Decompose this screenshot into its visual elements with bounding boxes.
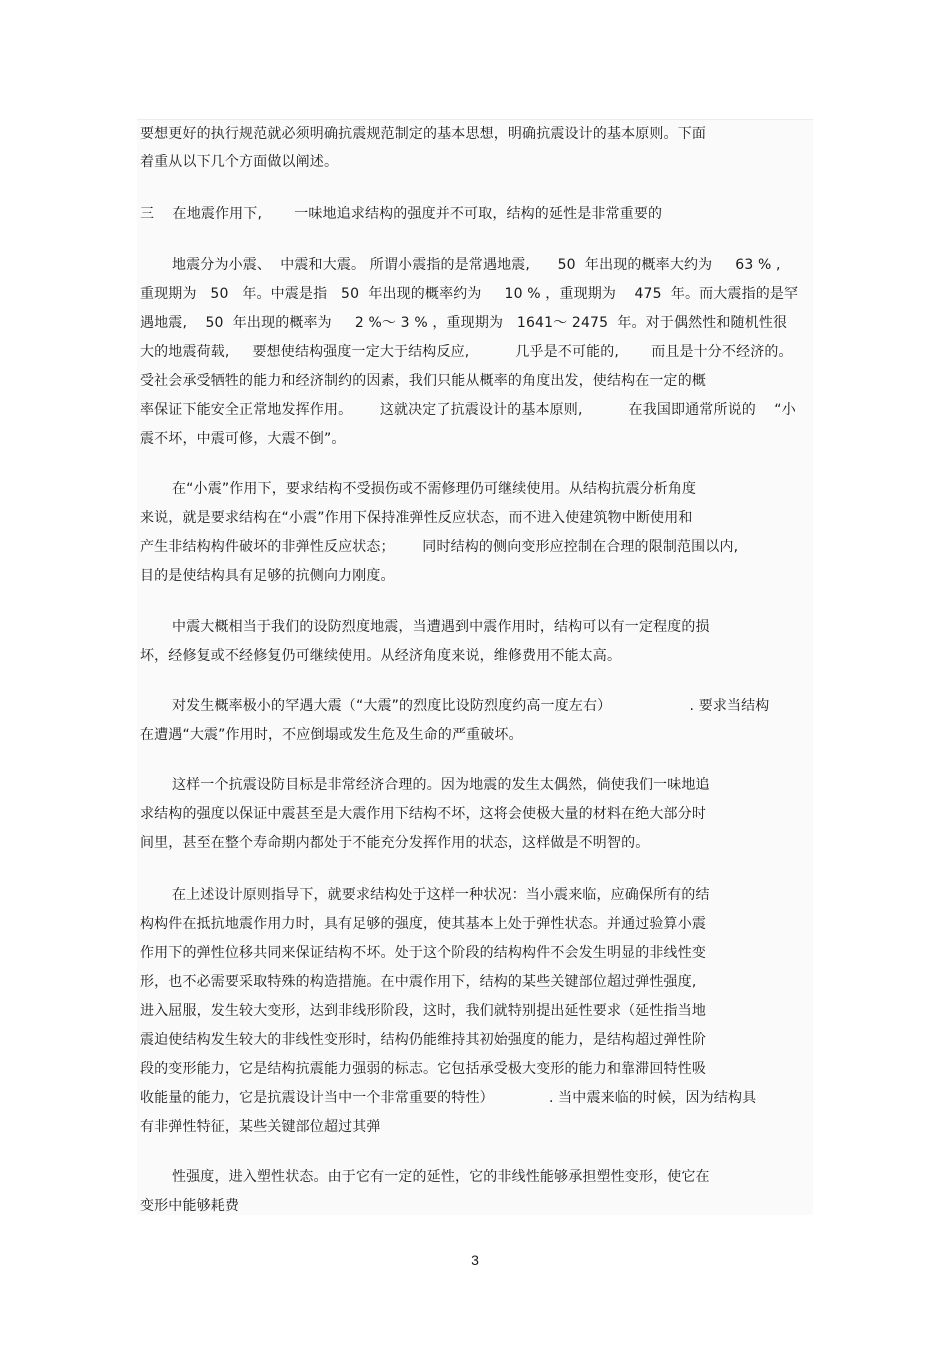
paragraph-line: 形，也不必需要采取特殊的构造措施。在中震作用下，结构的某些关键部位超过弹性强度,	[140, 974, 697, 990]
page-content-area	[137, 119, 813, 1215]
paragraph-line: 有非弹性特征，某些关键部位超过其弹	[140, 1119, 381, 1135]
intro-line: 着重从以下几个方面做以阐述。	[140, 154, 339, 170]
paragraph-line: 作用下的弹性位移共同来保证结构不坏。处于这个阶段的结构构件不会发生明显的非线性变	[140, 945, 706, 961]
paragraph-line: 间里，甚至在整个寿命期内都处于不能充分发挥作用的状态，这样做是不明智的。	[140, 835, 650, 851]
paragraph-line: 目的是使结构具有足够的抗侧向力刚度。	[140, 568, 395, 584]
paragraph-line: 段的变形能力，它是结构抗震能力强弱的标志。它包括承受极大变形的能力和靠滞回特性吸	[140, 1061, 706, 1077]
intro-line: 要想更好的执行规范就必须明确抗震规范制定的基本思想，明确抗震设计的基本原则。下面	[140, 126, 706, 142]
paragraph-line: 震不坏，中震可修，大震不倒”。	[140, 431, 346, 447]
paragraph-line: 坏，经修复或不经修复仍可继续使用。从经济角度来说，维修费用不能太高。	[140, 648, 622, 664]
paragraph-line: 进入屈服，发生较大变形，达到非线形阶段，这时，我们就特别提出延性要求（延性指当地	[140, 1003, 706, 1019]
paragraph-line: 在遭遇“大震”作用时，不应倒塌或发生危及生命的严重破坏。	[140, 727, 523, 743]
paragraph-line: 求结构的强度以保证中震甚至是大震作用下结构不坏，这将会使极大量的材料在绝大部分时	[140, 806, 706, 822]
paragraph-line: 率保证下能安全正常地发挥作用。 这就决定了抗震设计的基本原则, 在我国即通常所说的 “小	[140, 402, 796, 418]
paragraph-line: 变形中能够耗费	[140, 1198, 240, 1214]
paragraph-line: 震迫使结构发生较大的非线性变形时，结构仍能维持其初始强度的能力，是结构超过弹性阶	[140, 1032, 706, 1048]
paragraph-line: 受社会承受牺牲的能力和经济制约的因素，我们只能从概率的角度出发，使结构在一定的概	[140, 373, 706, 389]
paragraph-line: 这样一个抗震设防目标是非常经济合理的。因为地震的发生太偶然，倘使我们一味地追	[172, 777, 710, 793]
paragraph-line: 收能量的能力，它是抗震设计当中一个非常重要的特性） . 当中震来临的时候，因为结构具	[140, 1090, 757, 1106]
paragraph-line: 在上述设计原则指导下，就要求结构处于这样一种状况：当小震来临，应确保所有的结	[172, 887, 710, 903]
paragraph-line: 地震分为小震、 中震和大震。 所谓小震指的是常遇地震, 50 年出现的概率大约为 63 % ,	[172, 257, 781, 273]
paragraph-line: 在“小震”作用下，要求结构不受损伤或不需修理仍可继续使用。从结构抗震分析角度	[172, 481, 697, 497]
page-number: 3	[471, 1252, 479, 1268]
section-heading: 三 在地震作用下, 一味地追求结构的强度并不可取，结构的延性是非常重要的	[140, 206, 663, 222]
paragraph-line: 重现期为 50 年。中震是指 50 年出现的概率约为 10 % ，重现期为 475 年。而大震指的是罕	[140, 286, 799, 302]
paragraph-line: 来说，就是要求结构在“小震”作用下保持准弹性反应状态，而不进入使建筑物中断使用和	[140, 510, 693, 526]
paragraph-line: 中震大概相当于我们的设防烈度地震，当遭遇到中震作用时，结构可以有一定程度的损	[172, 619, 710, 635]
paragraph-line: 对发生概率极小的罕遇大震（“大震”的烈度比设防烈度约高一度左右） . 要求当结构	[172, 698, 770, 714]
paragraph-line: 产生非结构构件破坏的非弹性反应状态； 同时结构的侧向变形应控制在合理的限制范围以内,	[140, 539, 739, 555]
paragraph-line: 大的地震荷载, 要想使结构强度一定大于结构反应, 几乎是不可能的, 而且是十分不经济的。	[140, 344, 793, 360]
paragraph-line: 遇地震, 50 年出现的概率为 2 %～ 3 % ，重现期为 1641～ 2475 年。对于偶然性和随机性很	[140, 315, 788, 331]
paragraph-line: 性强度，进入塑性状态。由于它有一定的延性，它的非线性能够承担塑性变形，使它在	[172, 1169, 710, 1185]
paragraph-line: 构构件在抵抗地震作用力时，具有足够的强度，使其基本上处于弹性状态。并通过验算小震	[140, 916, 706, 932]
